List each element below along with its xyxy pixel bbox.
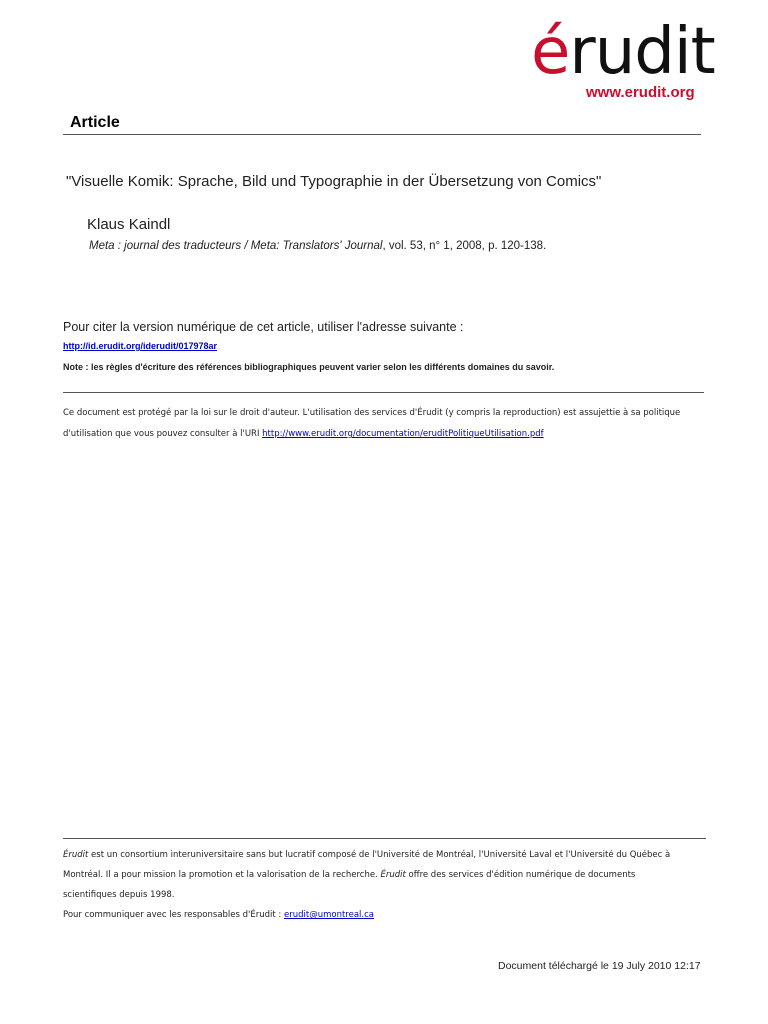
author-name: Klaus Kaindl xyxy=(87,216,171,233)
footer-line-1 xyxy=(63,850,670,860)
contact-email-link[interactable]: erudit@umontreal.ca xyxy=(284,910,374,920)
footer-line-1-text: est un consortium interuniversitaire sans but lucratif composé de l'Université de Montréal, l'Université Laval et l'Université du Québec à xyxy=(88,850,671,860)
copyright-line-2 xyxy=(63,429,544,439)
footer-rule xyxy=(63,838,706,839)
section-rule xyxy=(63,392,704,393)
footer-erudit-1: Érudit xyxy=(63,850,89,860)
footer-line-4 xyxy=(63,910,374,920)
policy-link[interactable]: http://www.erudit.org/documentation/eruditPolitiqueUtilisation.pdf xyxy=(262,429,544,439)
logo-e: é xyxy=(531,15,570,89)
erudit-logo xyxy=(531,15,715,89)
footer-line-3: scientifiques depuis 1998. xyxy=(63,890,175,900)
footer-erudit-2: Érudit xyxy=(380,870,406,880)
logo-rest: rudit xyxy=(569,15,715,89)
article-label: Article xyxy=(70,114,120,131)
article-title: "Visuelle Komik: Sprache, Bild und Typographie in der Übersetzung von Comics" xyxy=(66,173,602,190)
header-rule xyxy=(63,134,701,135)
footer-line-2 xyxy=(63,870,635,880)
cite-url-link[interactable]: http://id.erudit.org/iderudit/017978ar xyxy=(63,341,218,351)
journal-name: Meta : journal des traducteurs / Meta: Translators' Journal xyxy=(89,240,383,252)
cite-intro: Pour citer la version numérique de cet article, utiliser l'adresse suivante : xyxy=(63,320,464,334)
journal-citation xyxy=(89,240,546,252)
footer-contact-text: Pour communiquer avec les responsables d'Érudit : xyxy=(63,910,284,920)
copyright-line-1: Ce document est protégé par la loi sur le droit d'auteur. L'utilisation des services d'Érudit (y compris la reproduction) est assujettie à sa politique xyxy=(63,408,681,418)
footer-line-2-prefix: Montréal. Il a pour mission la promotion et la valorisation de la recherche. xyxy=(63,870,381,880)
copyright-line-2-text: d'utilisation que vous pouvez consulter à l'URI xyxy=(63,429,263,439)
download-timestamp: Document téléchargé le 19 July 2010 12:17 xyxy=(498,960,701,972)
citation-note: Note : les règles d'écriture des références bibliographiques peuvent varier selon les différents domaines du savoir. xyxy=(63,362,555,372)
footer-line-2-text: offre des services d'édition numérique de documents xyxy=(405,870,636,880)
logo-url: www.erudit.org xyxy=(586,84,695,101)
journal-details: , vol. 53, n° 1, 2008, p. 120-138. xyxy=(382,240,547,252)
